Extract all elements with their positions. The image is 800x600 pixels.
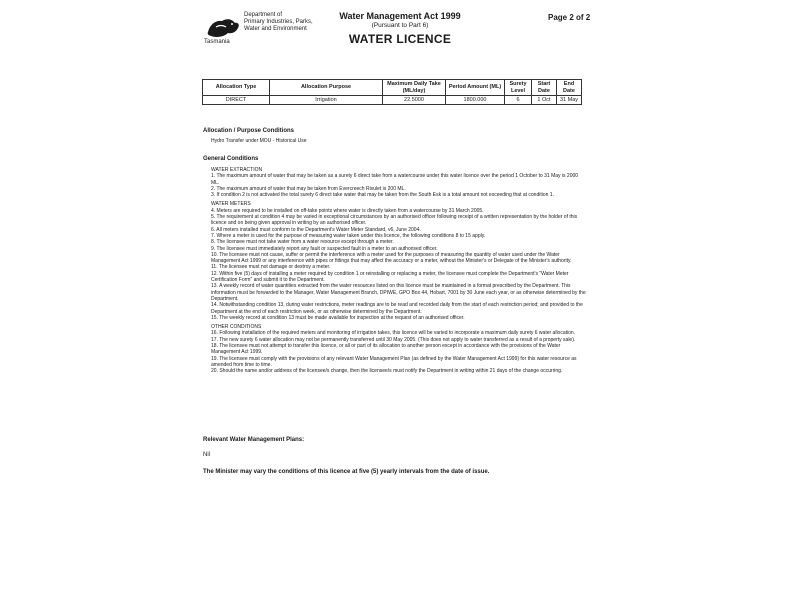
column-header: Allocation Purpose	[270, 80, 383, 96]
allocation-table	[202, 79, 582, 105]
column-header: Maximum Daily Take (ML/day)	[383, 80, 446, 96]
condition-item: 16. Following installation of the required meters and monitoring of irrigation takes, this licence will be varied to incorporate a maximum daily surety 6 water allocation.	[211, 330, 576, 337]
condition-item: 3. If condition 2 is not activated the total surety 6 direct take water that may be taken from the South Esk is a total amount not exceeding that at condition 1.	[211, 192, 554, 199]
general-conditions-title: General Conditions	[203, 156, 259, 162]
table-cell: 1 Oct	[532, 96, 557, 105]
condition-item: 8. The licensee must not take water from a water resource except through a meter.	[211, 239, 394, 246]
condition-item: 9. The licensee must immediately report any fault or suspected fault in a meter to an authorised officer.	[211, 245, 438, 252]
purpose-conditions-title: Allocation / Purpose Conditions	[203, 128, 295, 134]
condition-item: 5. The requirement at condition 4 may be varied in exceptional circumstances by an authorised officer following receipt of a written representation by the holder of this licence and on being given approval in writing by an authorised officer.	[211, 214, 578, 227]
section-heading: WATER METERS	[211, 201, 251, 208]
section-heading: OTHER CONDITIONS	[211, 324, 262, 331]
condition-item: 4. Meters are required to be installed on off-take points where water is directly taken from a watercourse by 31 March 2005.	[211, 207, 484, 214]
table-cell: 22.5000	[383, 96, 446, 105]
condition-item: 1. The maximum amount of water that may be taken as a surety 6 direct take from a watercourse under this water licence over the period 1 October to 31 May is 2000 ML.	[211, 173, 579, 186]
department-line: Primary Industries, Parks,	[244, 19, 313, 25]
table-header-row	[203, 80, 582, 96]
condition-item: 2. The maximum amount of water that may be taken from Evercreech Rivulet is 200 ML.	[211, 185, 406, 192]
table-cell: DIRECT	[203, 96, 270, 105]
condition-item: 20. Should the name and/or address of the licensee/s change, then the licensee/s must notify the Department in writing within 21 days of the change occurring.	[211, 368, 563, 375]
column-header: End Date	[557, 80, 582, 96]
purpose-conditions-text: Hydro Transfer under MOU - Historical Use	[211, 138, 307, 144]
relevant-plans-title: Relevant Water Management Plans:	[203, 437, 305, 443]
relevant-plans-value: Nil	[203, 452, 210, 458]
condition-item: 11. The licensee must not damage or destroy a meter.	[211, 264, 331, 271]
column-header: Surety Level	[505, 80, 532, 96]
table-cell: 1800.000	[446, 96, 505, 105]
condition-item: 18. The licensee must not attempt to transfer this licence, or all or part of its allocation to another person except in accordance with the provisions of the Water Management Act 1999.	[211, 343, 561, 356]
department-line: Water and Environment	[244, 26, 307, 32]
table-cell: 6	[505, 96, 532, 105]
general-conditions-body	[211, 167, 586, 375]
table-cell: 31 May	[557, 96, 582, 105]
condition-item: 17. The new surety 6 water allocation may not be permanently transferred until 30 May 2005. (This does not apply to water transferred as a result of a property sale).	[211, 336, 576, 343]
condition-item: 14. Notwithstanding condition 13, during water restrictions, meter readings are to be read and recorded daily from the start of each restriction period; and provided to the Department at the end of each restriction week, or as otherwise determined by the Department.	[211, 302, 583, 315]
condition-item: 10. The licensee must not cause, suffer or permit the interference with a meter used for the purposes of measuring the quantity of water used under the Water Management Act 1999 or any interference with pipes or fittings that may affect the accuracy or a meter, without the Minister's or Delegate of the Minister's authority.	[211, 251, 572, 265]
condition-item: 7. Where a meter is used for the purpose of measuring water taken under this licence, the following conditions 8 to 15 apply.	[211, 232, 486, 239]
condition-item: 12. Within five (5) days of installing a meter required by condition 1 or reinstalling or replacing a meter, the licensee must complete the Department's "Water Meter Certification Form" and submit it to the Department.	[211, 270, 569, 284]
department-line: Department of	[244, 12, 283, 18]
column-header: Allocation Type	[203, 80, 270, 96]
state-name: Tasmania	[204, 39, 230, 45]
section-heading: WATER EXTRACTION	[211, 167, 263, 173]
condition-item: 6. All meters installed must conform to the Department's Water Meter Standard, v6, June 2004.	[211, 226, 421, 233]
document-title: WATER LICENCE	[348, 32, 452, 46]
pursuant-note: (Pursuant to Part 6)	[371, 22, 429, 29]
condition-item: 15. The weekly record at condition 13 must be made available for inspection at the request of an authorised officer.	[211, 314, 465, 321]
column-header: Start Date	[532, 80, 557, 96]
condition-item: 13. A weekly record of water quantities extracted from the water resources listed on this licence must be maintained in a format prescribed by the Department. This information must be forwarded to the Manager, Water Management Branch, DPIWE, GPO Box 44, Hobart, 7001 by 30 June each year, or as otherwise determined by the Department.	[211, 283, 586, 302]
condition-item: 19. The licensee must comply with the provisions of any relevant Water Management Plan (as defined by the Water Management Act 1999) for this water resource as amended from time to time.	[211, 355, 577, 368]
page-number: Page 2 of 2	[548, 13, 591, 22]
table-cell: Irrigation	[270, 96, 383, 105]
footer-note: The Minister may vary the conditions of this licence at five (5) yearly intervals from the date of issue.	[203, 469, 490, 475]
act-title: Water Management Act 1999	[339, 11, 461, 21]
column-header: Period Amount (ML)	[446, 80, 505, 96]
table-row	[203, 96, 582, 105]
